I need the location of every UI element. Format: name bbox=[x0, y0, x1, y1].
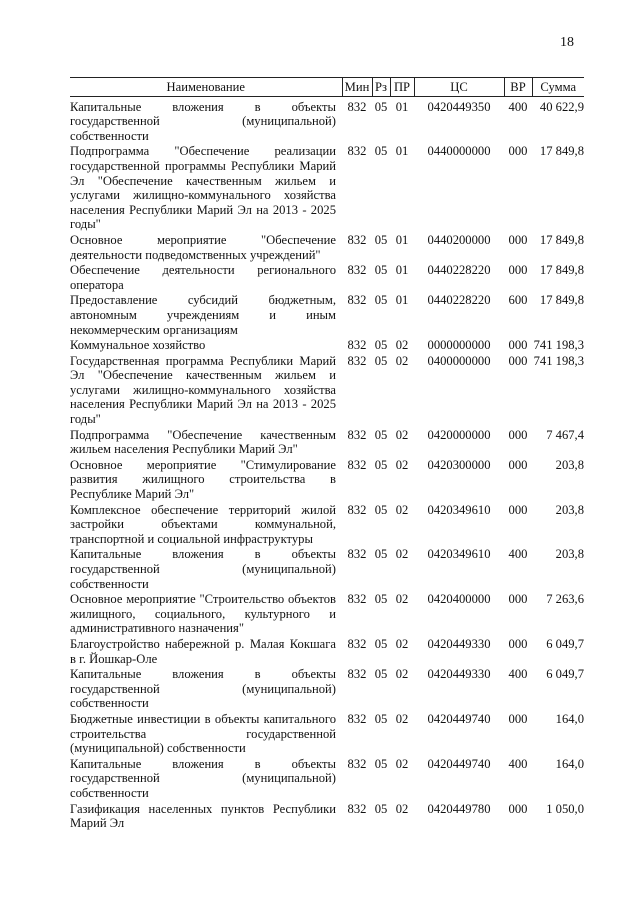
row-cs: 0420300000 bbox=[427, 457, 491, 472]
row-vr: 000 bbox=[508, 801, 528, 816]
table-row bbox=[70, 458, 584, 503]
header-rz: Рз bbox=[372, 78, 390, 97]
table-row bbox=[70, 667, 584, 712]
row-name: Основное мероприятие "Строительство объектов жилищного, социального, культурного и административного назначения" bbox=[70, 592, 336, 636]
table-row bbox=[70, 503, 584, 548]
row-name: Газификация населенных пунктов Республики Марий Эл bbox=[70, 801, 336, 831]
row-rz: 05 bbox=[374, 711, 388, 726]
row-min: 832 bbox=[347, 711, 367, 726]
row-vr: 400 bbox=[508, 756, 528, 771]
row-pr: 02 bbox=[395, 502, 409, 517]
row-rz: 05 bbox=[374, 636, 388, 651]
row-pr: 02 bbox=[395, 457, 409, 472]
row-sum: 203,8 bbox=[555, 457, 584, 472]
row-sum: 164,0 bbox=[555, 756, 584, 771]
row-cs: 0440228220 bbox=[427, 263, 491, 278]
row-name: Капитальные вложения в объекты государственной (муниципальной) собственности bbox=[70, 756, 336, 800]
row-vr: 400 bbox=[508, 667, 528, 682]
row-sum: 1 050,0 bbox=[546, 801, 584, 816]
row-min: 832 bbox=[347, 801, 367, 816]
row-rz: 05 bbox=[374, 801, 388, 816]
row-pr: 01 bbox=[395, 293, 409, 308]
table-row bbox=[70, 338, 584, 354]
row-cs: 0420449350 bbox=[427, 99, 491, 114]
row-min: 832 bbox=[347, 353, 367, 368]
row-name: Государственная программа Республики Марий Эл "Обеспечение качественным жильем и услугами жилищно-коммунального хозяйства населения Республики Марий Эл на 2013 - 2025 годы" bbox=[70, 353, 336, 427]
row-min: 832 bbox=[347, 547, 367, 562]
row-name: Комплексное обеспечение территорий жилой застройки объектами коммунальной, транспортной и социальной инфраструктуры bbox=[70, 502, 336, 546]
header-min: Мин bbox=[342, 78, 372, 97]
header-cs: ЦС bbox=[414, 78, 504, 97]
row-cs: 0420449330 bbox=[427, 636, 491, 651]
table-row bbox=[70, 96, 584, 144]
row-name: Капитальные вложения в объекты государственной (муниципальной) собственности bbox=[70, 667, 336, 711]
row-min: 832 bbox=[347, 427, 367, 442]
row-pr: 02 bbox=[395, 801, 409, 816]
row-sum: 6 049,7 bbox=[546, 667, 584, 682]
row-vr: 000 bbox=[508, 711, 528, 726]
row-cs: 0000000000 bbox=[427, 338, 491, 353]
row-sum: 17 849,8 bbox=[539, 263, 584, 278]
table-row bbox=[70, 712, 584, 757]
row-cs: 0440228220 bbox=[427, 293, 491, 308]
row-vr: 000 bbox=[508, 502, 528, 517]
row-min: 832 bbox=[347, 592, 367, 607]
row-pr: 02 bbox=[395, 592, 409, 607]
row-rz: 05 bbox=[374, 338, 388, 353]
row-sum: 17 849,8 bbox=[539, 293, 584, 308]
row-min: 832 bbox=[347, 457, 367, 472]
table-row bbox=[70, 144, 584, 233]
row-min: 832 bbox=[347, 232, 367, 247]
table-row bbox=[70, 757, 584, 802]
row-name: Основное мероприятие "Обеспечение деятельности подведомственных учреждений" bbox=[70, 232, 336, 262]
row-rz: 05 bbox=[374, 547, 388, 562]
row-sum: 40 622,9 bbox=[539, 99, 584, 114]
row-cs: 0420449740 bbox=[427, 711, 491, 726]
row-min: 832 bbox=[347, 99, 367, 114]
row-rz: 05 bbox=[374, 99, 388, 114]
header-vr: ВР bbox=[504, 78, 532, 97]
table-row bbox=[70, 592, 584, 637]
row-cs: 0440200000 bbox=[427, 232, 491, 247]
row-name: Бюджетные инвестиции в объекты капитального строительства государственной (муниципальной) собственности bbox=[70, 711, 336, 756]
row-rz: 05 bbox=[374, 144, 388, 159]
row-vr: 000 bbox=[508, 144, 528, 159]
row-pr: 01 bbox=[395, 99, 409, 114]
row-pr: 02 bbox=[395, 636, 409, 651]
row-rz: 05 bbox=[374, 263, 388, 278]
row-sum: 203,8 bbox=[555, 547, 584, 562]
table-row bbox=[70, 233, 584, 263]
row-name: Подпрограмма "Обеспечение реализации государственной программы Республики Марий Эл "Обеспечение качественным жильем и услугами жилищно-коммунального хозяйства населения Республики Марий Эл на 2013 - 2025 годы" bbox=[70, 144, 336, 232]
table-row bbox=[70, 263, 584, 293]
budget-table bbox=[70, 77, 584, 832]
row-sum: 6 049,7 bbox=[546, 636, 584, 651]
row-cs: 0420449330 bbox=[427, 667, 491, 682]
table-row bbox=[70, 293, 584, 338]
row-pr: 02 bbox=[395, 756, 409, 771]
row-vr: 000 bbox=[508, 427, 528, 442]
row-min: 832 bbox=[347, 636, 367, 651]
row-cs: 0420349610 bbox=[427, 547, 491, 562]
row-cs: 0440000000 bbox=[427, 144, 491, 159]
header-pr: ПР bbox=[390, 78, 414, 97]
row-sum: 17 849,8 bbox=[539, 232, 584, 247]
row-min: 832 bbox=[347, 144, 367, 159]
row-vr: 000 bbox=[508, 232, 528, 247]
row-rz: 05 bbox=[374, 502, 388, 517]
row-name: Капитальные вложения в объекты государственной (муниципальной) собственности bbox=[70, 99, 336, 143]
row-name: Подпрограмма "Обеспечение качественным жильем населения Республики Марий Эл" bbox=[70, 427, 336, 457]
row-vr: 000 bbox=[508, 353, 528, 368]
row-pr: 01 bbox=[395, 232, 409, 247]
row-min: 832 bbox=[347, 293, 367, 308]
row-pr: 01 bbox=[395, 144, 409, 159]
row-min: 832 bbox=[347, 263, 367, 278]
row-cs: 0400000000 bbox=[427, 353, 491, 368]
row-vr: 400 bbox=[508, 547, 528, 562]
row-sum: 7 467,4 bbox=[546, 427, 584, 442]
row-name: Основное мероприятие "Стимулирование развития жилищного строительства в Республике Марий Эл" bbox=[70, 457, 336, 502]
table-row bbox=[70, 547, 584, 592]
row-sum: 7 263,6 bbox=[546, 592, 584, 607]
row-pr: 02 bbox=[395, 711, 409, 726]
table-row bbox=[70, 637, 584, 667]
row-vr: 600 bbox=[508, 293, 528, 308]
row-cs: 0420449740 bbox=[427, 756, 491, 771]
row-name: Благоустройство набережной р. Малая Кокшага в г. Йошкар-Оле bbox=[70, 636, 336, 666]
row-min: 832 bbox=[347, 756, 367, 771]
row-vr: 000 bbox=[508, 457, 528, 472]
row-cs: 0420400000 bbox=[427, 592, 491, 607]
row-pr: 02 bbox=[395, 353, 409, 368]
row-pr: 02 bbox=[395, 547, 409, 562]
row-rz: 05 bbox=[374, 667, 388, 682]
row-rz: 05 bbox=[374, 592, 388, 607]
row-cs: 0420449780 bbox=[427, 801, 491, 816]
row-sum: 17 849,8 bbox=[539, 144, 584, 159]
row-sum: 203,8 bbox=[555, 502, 584, 517]
row-rz: 05 bbox=[374, 427, 388, 442]
table-row bbox=[70, 802, 584, 832]
row-pr: 01 bbox=[395, 263, 409, 278]
row-name: Коммунальное хозяйство bbox=[70, 338, 206, 353]
row-cs: 0420349610 bbox=[427, 502, 491, 517]
row-min: 832 bbox=[347, 502, 367, 517]
row-vr: 400 bbox=[508, 99, 528, 114]
table-row bbox=[70, 428, 584, 458]
row-sum: 164,0 bbox=[555, 711, 584, 726]
row-rz: 05 bbox=[374, 293, 388, 308]
row-pr: 02 bbox=[395, 427, 409, 442]
row-name: Предоставление субсидий бюджетным, автономным учреждениям и иным некоммерческим организациям bbox=[70, 293, 336, 337]
row-name: Капитальные вложения в объекты государственной (муниципальной) собственности bbox=[70, 547, 336, 591]
row-pr: 02 bbox=[395, 338, 409, 353]
row-vr: 000 bbox=[508, 636, 528, 651]
table-row bbox=[70, 354, 584, 428]
row-min: 832 bbox=[347, 667, 367, 682]
header-name: Наименование bbox=[70, 78, 342, 97]
row-min: 832 bbox=[347, 338, 367, 353]
row-vr: 000 bbox=[508, 263, 528, 278]
row-sum: 741 198,3 bbox=[533, 353, 584, 368]
row-sum: 741 198,3 bbox=[533, 338, 584, 353]
page-number: 18 bbox=[560, 35, 574, 50]
row-cs: 0420000000 bbox=[427, 427, 491, 442]
table-body bbox=[70, 96, 584, 832]
row-vr: 000 bbox=[508, 592, 528, 607]
table-header-row bbox=[70, 78, 584, 97]
row-vr: 000 bbox=[508, 338, 528, 353]
row-rz: 05 bbox=[374, 457, 388, 472]
row-pr: 02 bbox=[395, 667, 409, 682]
row-rz: 05 bbox=[374, 232, 388, 247]
row-name: Обеспечение деятельности регионального оператора bbox=[70, 263, 336, 292]
row-rz: 05 bbox=[374, 353, 388, 368]
header-sum: Сумма bbox=[532, 78, 584, 97]
row-rz: 05 bbox=[374, 756, 388, 771]
